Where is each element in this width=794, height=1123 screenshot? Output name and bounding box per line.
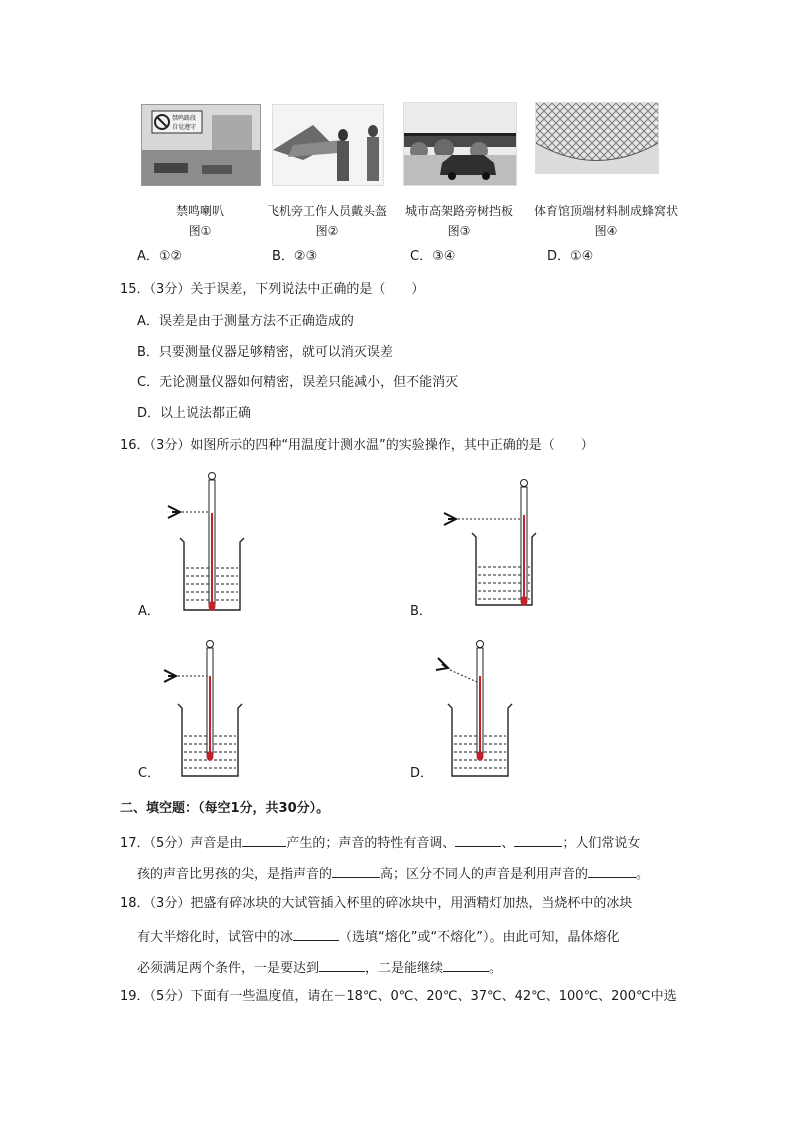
q15-option-a: A．误差是由于测量方法不正确造成的 [137,314,354,329]
q18-text-4: 必须满足两个条件，一是要达到 [137,961,320,976]
q16-label-b: B． [410,604,432,619]
q16-stem: 16．（3分）如图所示的四种“用温度计测水温”的实验操作，其中正确的是（ ） [120,438,594,453]
q17-text-3: 、 [501,836,515,851]
eye-b [444,513,521,525]
q17-blank-4[interactable] [332,864,380,878]
caption-photo-1: 禁鸣喇叭 [175,204,224,218]
thermometer-diagram-b [440,475,550,615]
q17-text-2: 产生的；声音的特性有音调、 [286,836,456,851]
q17-blank-5[interactable] [588,864,636,878]
q18-text-3: （选填“熔化”或“不熔化”）。由此可知，晶体熔化 [339,930,620,945]
thermometer-a [209,473,216,612]
figure-label-1: 图① [188,224,212,238]
photo-airport-helmet [272,104,384,186]
figure-label-3: 图③ [447,224,471,238]
q16-label-a: A． [138,604,160,619]
q17-blank-3[interactable] [514,833,562,847]
sign-text: 禁鸣路段 [172,115,197,122]
sign-text-2: 自觉遵守 [172,124,197,131]
q18-line-2 [137,927,619,946]
q19-line-1: 19．（5分）下面有一些温度值，请在－18℃、0℃、20℃、37℃、42℃、100℃、200℃中选 [120,989,677,1004]
caption-photo-2: 飞机旁工作人员戴头盔 [266,204,387,218]
q16-label-c: C． [138,766,161,781]
q17-line-1 [120,833,640,852]
thermometer-diagram-a [160,468,250,618]
q14-option-b: B．②③ [272,249,318,264]
photo-no-honking-graphic [142,105,260,185]
thermometer-c [207,641,214,762]
q15-option-c: C．无论测量仪器如何精密，误差只能减小，但不能消灭 [137,375,459,390]
q15-option-d: D．以上说法都正确 [137,406,252,421]
eye-d [436,658,477,682]
q18-blank-3[interactable] [443,958,489,972]
photo-highway-barrier-graphic [404,103,516,185]
q17-text-1: 17．（5分）声音是由 [120,836,243,851]
q14-option-a: A．①② [137,249,183,264]
photo-no-honking [141,104,261,186]
q18-line-3 [137,958,502,977]
eye-c [164,670,207,682]
q15-stem: 15．（3分）关于误差，下列说法中正确的是（ ） [120,282,425,297]
figure-label-4: 图④ [594,224,618,238]
q16-label-d: D． [410,766,434,781]
q14-option-d: D．①④ [547,249,594,264]
q18-line-1: 18．（3分）把盛有碎冰块的大试管插入杯里的碎冰块中，用酒精灯加热，当烧杯中的冰块 [120,896,633,911]
thermometer-d [477,641,484,762]
q17-text-7: 。 [636,867,650,882]
q18-blank-2[interactable] [319,958,365,972]
q18-text-6: 。 [489,961,503,976]
q17-text-4: ；人们常说女 [562,836,641,851]
caption-photo-3: 城市高架路旁树挡板 [404,204,513,218]
thermometer-diagram-d [430,636,530,781]
thermometer-diagram-c [160,636,250,781]
q18-blank-1[interactable] [293,927,339,941]
q18-text-2: 有大半熔化时，试管中的冰 [137,930,294,945]
photo-honeycomb-roof-graphic [536,103,658,173]
figure-label-2: 图② [315,224,339,238]
q18-text-5: ，二是能继续 [365,961,444,976]
q17-text-5: 孩的声音比男孩的尖，是指声音的 [137,867,333,882]
q17-line-2 [137,864,649,883]
photo-honeycomb-roof [535,102,659,174]
q17-blank-1[interactable] [242,833,286,847]
q17-text-6: 高；区分不同人的声音是利用声音的 [380,867,589,882]
q15-option-b: B．只要测量仪器足够精密，就可以消灭误差 [137,345,393,360]
section-heading-fill-blank: 二、填空题：（每空1分，共30分）。 [120,801,330,816]
caption-photo-4: 体育馆顶端材料制成蜂窝状 [533,204,678,218]
photo-airport-helmet-graphic [273,105,383,185]
q14-option-c: C．③④ [410,249,456,264]
eye-a [168,506,209,518]
thermometer-b [521,480,528,607]
q17-blank-2[interactable] [455,833,501,847]
photo-highway-barrier [403,102,517,186]
